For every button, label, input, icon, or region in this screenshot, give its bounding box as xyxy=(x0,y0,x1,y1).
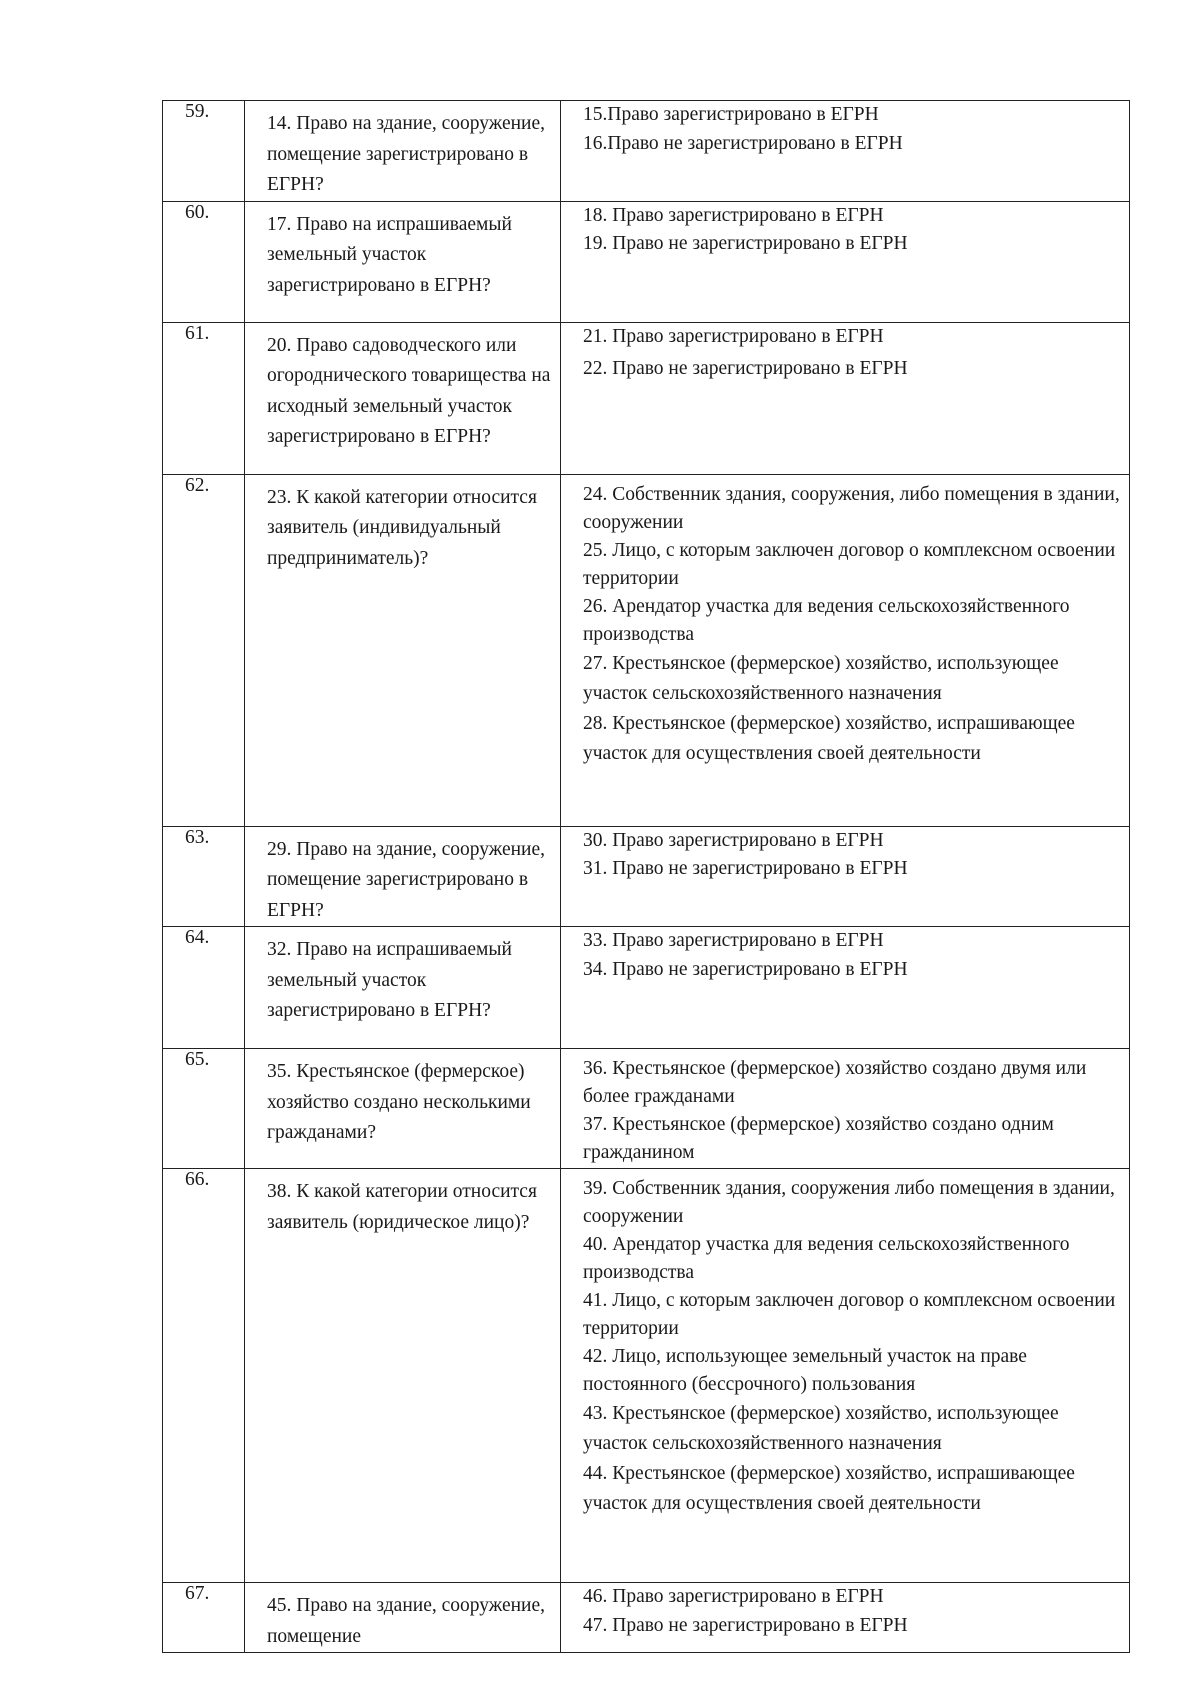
answer-item: 33. Право зарегистрировано в ЕГРН xyxy=(583,930,884,951)
question-cell: 38. К какой категории относится заявитель (юридическое лицо)? xyxy=(245,1169,561,1583)
row-number: 62. xyxy=(163,474,245,826)
answer-item: 16.Право не зарегистрировано в ЕГРН xyxy=(583,132,903,154)
question-cell: 32. Право на испрашиваемый земельный участок зарегистрировано в ЕГРН? xyxy=(245,927,561,1049)
answers-cell xyxy=(561,322,1130,474)
question-cell: 14. Право на здание, сооружение, помещение зарегистрировано в ЕГРН? xyxy=(245,101,561,202)
table-row xyxy=(163,826,1130,927)
answer-item: 39. Собственник здания, сооружения либо помещения в здании, сооружении xyxy=(583,1178,1115,1227)
answers-cell xyxy=(561,1049,1130,1169)
answer-item: 25. Лицо, с которым заключен договор о комплексном освоении территории xyxy=(583,539,1116,589)
answer-item: 37. Крестьянское (фермерское) хозяйство создано одним гражданином xyxy=(583,1114,1054,1163)
answer-item: 30. Право зарегистрировано в ЕГРН xyxy=(583,829,884,851)
table-row xyxy=(163,201,1130,322)
answers-cell xyxy=(561,1169,1130,1583)
row-number: 61. xyxy=(163,322,245,474)
answer-item: 34. Право не зарегистрировано в ЕГРН xyxy=(583,958,908,980)
row-number: 65. xyxy=(163,1049,245,1169)
answers-cell xyxy=(561,927,1130,1049)
answer-item: 19. Право не зарегистрировано в ЕГРН xyxy=(583,233,908,254)
table-row xyxy=(163,1169,1130,1583)
answers-cell xyxy=(561,201,1130,322)
question-cell: 23. К какой категории относится заявитель (индивидуальный предприниматель)? xyxy=(245,474,561,826)
answer-item: 36. Крестьянское (фермерское) хозяйство создано двумя или более гражданами xyxy=(583,1058,1087,1107)
table-row xyxy=(163,927,1130,1049)
answer-item: 24. Собственник здания, сооружения, либо помещения в здании, сооружении xyxy=(583,483,1120,533)
questions-table xyxy=(162,100,1130,1653)
answer-item: 21. Право зарегистрировано в ЕГРН xyxy=(583,325,884,347)
row-number: 64. xyxy=(163,927,245,1049)
answer-item: 15.Право зарегистрировано в ЕГРН xyxy=(583,104,879,125)
answers-cell xyxy=(561,1583,1130,1653)
answer-item: 27. Крестьянское (фермерское) хозяйство, использующее участок сельскохозяйственного назначения xyxy=(583,652,1059,704)
answer-item: 28. Крестьянское (фермерское) хозяйство, испрашивающее участок для осуществления своей деятельности xyxy=(583,712,1075,764)
answers-cell xyxy=(561,474,1130,826)
question-cell: 45. Право на здание, сооружение, помещение xyxy=(245,1583,561,1653)
answer-item: 40. Арендатор участка для ведения сельскохозяйственного производства xyxy=(583,1234,1070,1283)
table-row xyxy=(163,101,1130,202)
question-cell: 29. Право на здание, сооружение, помещение зарегистрировано в ЕГРН? xyxy=(245,826,561,927)
answer-item: 41. Лицо, с которым заключен договор о комплексном освоении территории xyxy=(583,1290,1116,1339)
question-cell: 35. Крестьянское (фермерское) хозяйство создано несколькими гражданами? xyxy=(245,1049,561,1169)
row-number: 66. xyxy=(163,1169,245,1583)
answer-item: 26. Арендатор участка для ведения сельскохозяйственного производства xyxy=(583,595,1070,645)
answer-item: 43. Крестьянское (фермерское) хозяйство, использующее участок сельскохозяйственного назначения xyxy=(583,1403,1059,1454)
answer-item: 46. Право зарегистрировано в ЕГРН xyxy=(583,1586,884,1607)
row-number: 60. xyxy=(163,201,245,322)
row-number: 59. xyxy=(163,101,245,202)
answers-cell xyxy=(561,826,1130,927)
row-number: 63. xyxy=(163,826,245,927)
table-row xyxy=(163,1049,1130,1169)
answer-item: 22. Право не зарегистрировано в ЕГРН xyxy=(583,358,908,379)
table-row xyxy=(163,474,1130,826)
answer-item: 18. Право зарегистрировано в ЕГРН xyxy=(583,204,884,226)
row-number: 67. xyxy=(163,1583,245,1653)
answer-item: 31. Право не зарегистрировано в ЕГРН xyxy=(583,858,908,879)
table-row xyxy=(163,322,1130,474)
answers-cell xyxy=(561,101,1130,202)
answer-item: 44. Крестьянское (фермерское) хозяйство, испрашивающее участок для осуществления своей деятельности xyxy=(583,1463,1075,1514)
question-cell: 17. Право на испрашиваемый земельный участок зарегистрировано в ЕГРН? xyxy=(245,201,561,322)
table-row xyxy=(163,1583,1130,1653)
question-cell: 20. Право садоводческого или огороднического товарищества на исходный земельный участок зарегистрировано в ЕГРН? xyxy=(245,322,561,474)
answer-item: 42. Лицо, использующее земельный участок на праве постоянного (бессрочного) пользования xyxy=(583,1346,1027,1395)
answer-item: 47. Право не зарегистрировано в ЕГРН xyxy=(583,1614,908,1636)
